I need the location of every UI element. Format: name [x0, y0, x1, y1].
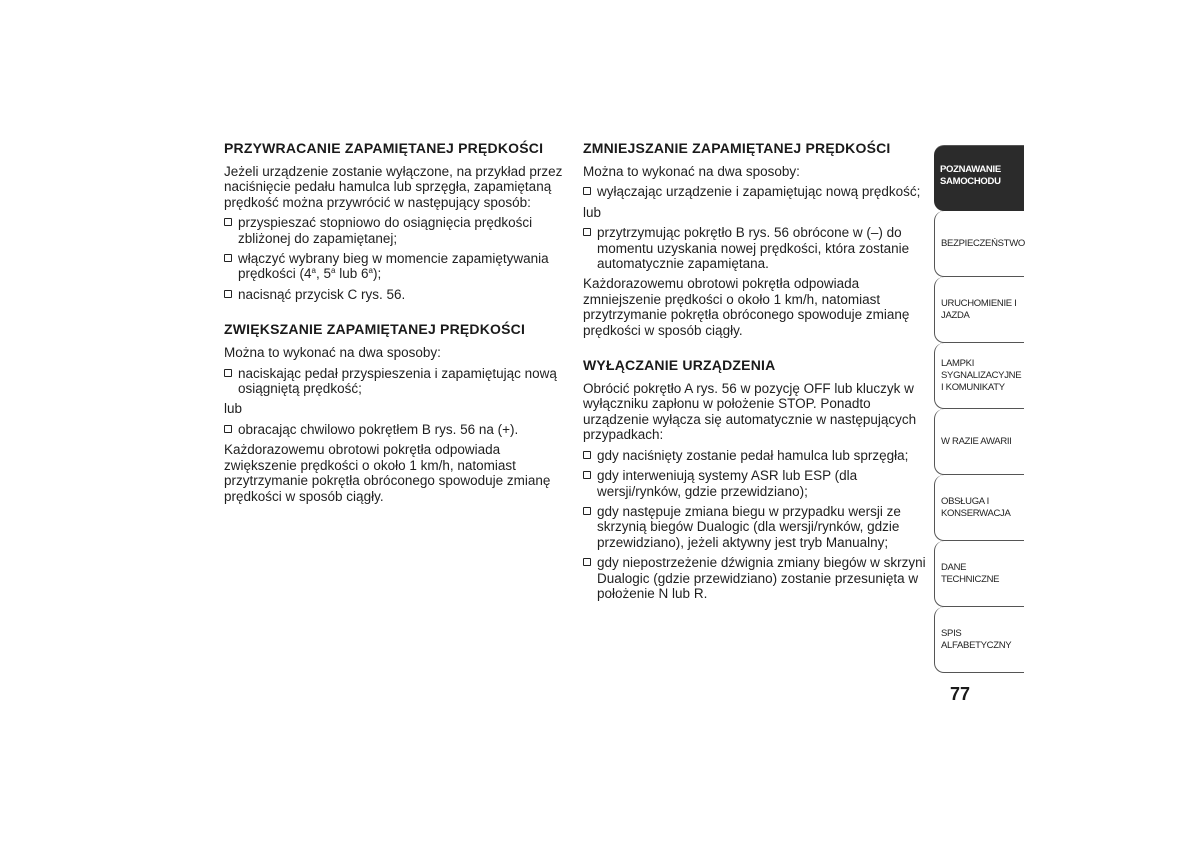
- list-item: wyłączając urządzenie i zapamiętując nową prędkość;: [583, 184, 928, 199]
- checkbox-bullet-icon: [583, 507, 591, 515]
- list-item: gdy niepostrzeżenie dźwignia zmiany biegów w skrzyni Dualogic (gdzie przewidziano) zostanie przesunięta w położenie N lub R.: [583, 555, 928, 601]
- list-item: gdy interweniują systemy ASR lub ESP (dla wersji/rynków, gdzie przewidziano);: [583, 468, 928, 499]
- right-column: [583, 141, 928, 621]
- section-restore-speed: [224, 141, 569, 302]
- tab-bezpieczenstwo[interactable]: BEZPIECZEŃSTWO: [934, 211, 1024, 277]
- left-column: [224, 141, 569, 524]
- checkbox-bullet-icon: [224, 254, 232, 262]
- list-item: przyspieszać stopniowo do osiągnięcia prędkości zbliżonej do zapamiętanej;: [224, 215, 569, 246]
- paragraph: lub: [583, 204, 602, 220]
- paragraph: Można to wykonać na dwa sposoby:: [224, 345, 441, 361]
- paragraph: Każdorazowemu obrotowi pokrętła odpowiada zmniejszenie prędkości o około 1 km/h, natomiast przytrzymanie pokrętła obróconego spowoduje zmianę prędkości w sposób ciągły.: [583, 276, 910, 338]
- tab-dane-techniczne[interactable]: DANE TECHNICZNE: [934, 541, 1024, 607]
- tab-uruchomienie-i-jazda[interactable]: URUCHOMIENIE I JAZDA: [934, 277, 1024, 343]
- checkbox-bullet-icon: [224, 425, 232, 433]
- checkbox-bullet-icon: [583, 471, 591, 479]
- tab-w-razie-awarii[interactable]: W RAZIE AWARII: [934, 409, 1024, 475]
- checkbox-bullet-icon: [224, 218, 232, 226]
- tab-poznawanie-samochodu[interactable]: POZNAWANIE SAMOCHODU: [934, 145, 1024, 211]
- paragraph: Można to wykonać na dwa sposoby:: [583, 164, 800, 179]
- checkbox-bullet-icon: [224, 290, 232, 298]
- tab-lampki-sygnalizacyjne[interactable]: LAMPKI SYGNALIZACYJNE I KOMUNIKATY: [934, 343, 1024, 409]
- section-disable-device: [583, 358, 928, 601]
- list-item: gdy następuje zmiana biegu w przypadku wersji ze skrzynią biegów Dualogic (dla wersji/rynków, gdzie przewidziano), jeżeli aktywny jest tryb Manualny;: [583, 504, 928, 550]
- section-decrease-speed: [583, 141, 928, 338]
- section-title: WYŁĄCZANIE URZĄDZENIA: [583, 357, 776, 374]
- list-item: nacisnąć przycisk C rys. 56.: [224, 287, 569, 302]
- paragraph: Obrócić pokrętło A rys. 56 w pozycję OFF lub kluczyk w wyłączniku zapłonu w położenie STOP. Ponadto urządzenie wyłącza się automatycznie w następujących przypadkach:: [583, 381, 917, 443]
- list-item: przytrzymując pokrętło B rys. 56 obrócone w (–) do momentu uzyskania nowej prędkości, która zostanie automatycznie zapamiętana.: [583, 225, 928, 271]
- list-item: włączyć wybrany bieg w momencie zapamiętywania prędkości (4$^a$, 5$^a$ lub 6$^a$);: [224, 251, 569, 282]
- tab-obsluga-i-konserwacja[interactable]: OBSŁUGA I KONSERWACJA: [934, 475, 1024, 541]
- checkbox-bullet-icon: [583, 228, 591, 236]
- checkbox-bullet-icon: [224, 369, 232, 377]
- page-number: 77: [950, 684, 971, 704]
- tab-spis-alfabetyczny[interactable]: SPIS ALFABETYCZNY: [934, 607, 1024, 673]
- section-title: ZMNIEJSZANIE ZAPAMIĘTANEJ PRĘDKOŚCI: [583, 140, 891, 156]
- checkbox-bullet-icon: [583, 187, 591, 195]
- chapter-tabs: [934, 145, 1024, 673]
- section-title: PRZYWRACANIE ZAPAMIĘTANEJ PRĘDKOŚCI: [224, 140, 544, 156]
- checkbox-bullet-icon: [583, 451, 591, 459]
- paragraph: Każdorazowemu obrotowi pokrętła odpowiada zwiększenie prędkości o około 1 km/h, natomiast przytrzymanie pokrętła obróconego spowoduje zmianę prędkości w sposób ciągły.: [224, 442, 551, 504]
- checkbox-bullet-icon: [583, 558, 591, 566]
- list-item: naciskając pedał przyspieszenia i zapamiętując nową osiągniętą prędkość;: [224, 366, 569, 397]
- list-item: gdy naciśnięty zostanie pedał hamulca lub sprzęgła;: [583, 448, 928, 463]
- list-item: obracając chwilowo pokrętłem B rys. 56 na (+).: [224, 422, 569, 437]
- paragraph: lub: [224, 401, 243, 417]
- section-increase-speed: [224, 322, 569, 504]
- paragraph: Jeżeli urządzenie zostanie wyłączone, na przykład przez naciśnięcie pedału hamulca lub sprzęgła, zapamiętaną prędkość można przywrócić w następujący sposób:: [224, 164, 563, 210]
- section-title: ZWIĘKSZANIE ZAPAMIĘTANEJ PRĘDKOŚCI: [224, 321, 526, 338]
